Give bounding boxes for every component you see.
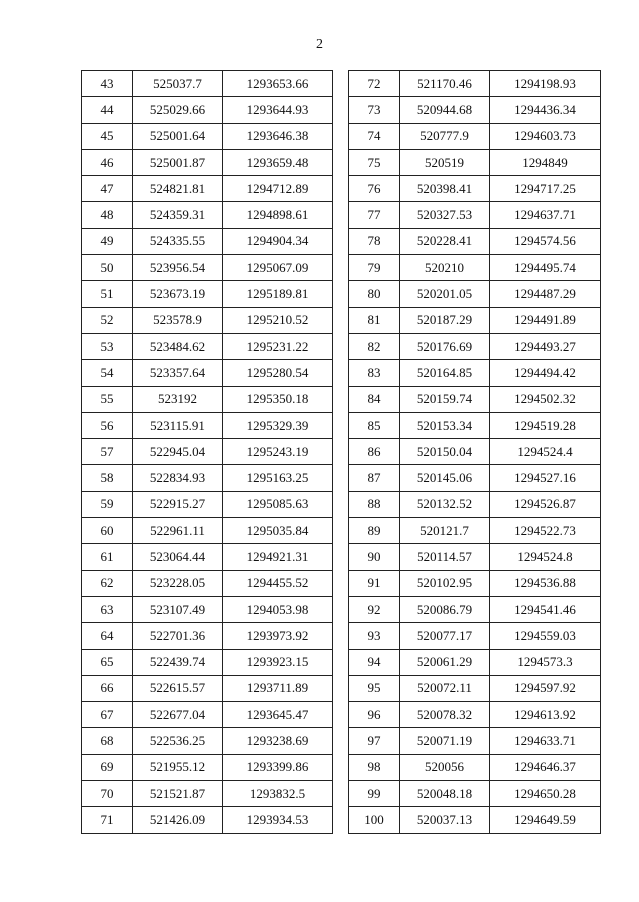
x-coordinate-cell: 520077.17 [400,623,490,649]
x-coordinate-cell: 523484.62 [133,333,223,359]
table-row [349,386,601,412]
y-coordinate-cell: 1294712.89 [223,176,333,202]
x-coordinate-cell: 525029.66 [133,97,223,123]
point-number-cell: 53 [82,333,133,359]
y-coordinate-cell: 1295350.18 [223,386,333,412]
x-coordinate-cell: 520153.34 [400,412,490,438]
table-row [349,228,601,254]
point-number-cell: 93 [349,623,400,649]
x-coordinate-cell: 520114.57 [400,544,490,570]
table-row [82,228,333,254]
x-coordinate-cell: 522677.04 [133,702,223,728]
x-coordinate-cell: 522536.25 [133,728,223,754]
y-coordinate-cell: 1294536.88 [490,570,601,596]
point-number-cell: 62 [82,570,133,596]
point-number-cell: 49 [82,228,133,254]
table-row [349,570,601,596]
x-coordinate-cell: 523357.64 [133,360,223,386]
table-row [349,702,601,728]
x-coordinate-cell: 522701.36 [133,623,223,649]
table-row [82,176,333,202]
point-number-cell: 68 [82,728,133,754]
point-number-cell: 57 [82,439,133,465]
point-number-cell: 44 [82,97,133,123]
table-row [82,544,333,570]
point-number-cell: 59 [82,491,133,517]
x-coordinate-cell: 522834.93 [133,465,223,491]
y-coordinate-cell: 1294603.73 [490,123,601,149]
x-coordinate-cell: 520121.7 [400,518,490,544]
table-row [349,675,601,701]
table-row [82,386,333,412]
y-coordinate-cell: 1294898.61 [223,202,333,228]
table-row [82,307,333,333]
point-number-cell: 96 [349,702,400,728]
x-coordinate-cell: 520150.04 [400,439,490,465]
y-coordinate-cell: 1294904.34 [223,228,333,254]
point-number-cell: 72 [349,71,400,97]
x-coordinate-cell: 520201.05 [400,281,490,307]
x-coordinate-cell: 520145.06 [400,465,490,491]
y-coordinate-cell: 1294495.74 [490,255,601,281]
table-row [349,360,601,386]
y-coordinate-cell: 1294522.73 [490,518,601,544]
table-row [349,518,601,544]
coordinate-table-left [81,70,333,834]
point-number-cell: 58 [82,465,133,491]
table-row [349,491,601,517]
y-coordinate-cell: 1293653.66 [223,71,333,97]
x-coordinate-cell: 520078.32 [400,702,490,728]
x-coordinate-cell: 520086.79 [400,596,490,622]
point-number-cell: 67 [82,702,133,728]
y-coordinate-cell: 1295067.09 [223,255,333,281]
x-coordinate-cell: 520061.29 [400,649,490,675]
y-coordinate-cell: 1293973.92 [223,623,333,649]
point-number-cell: 79 [349,255,400,281]
y-coordinate-cell: 1293399.86 [223,754,333,780]
point-number-cell: 95 [349,675,400,701]
x-coordinate-cell: 522945.04 [133,439,223,465]
coordinate-table-right [348,70,601,834]
table-row [349,149,601,175]
table-row [349,97,601,123]
table-row [82,333,333,359]
table-row [349,439,601,465]
x-coordinate-cell: 521521.87 [133,781,223,807]
point-number-cell: 43 [82,71,133,97]
table-row [82,754,333,780]
x-coordinate-cell: 523064.44 [133,544,223,570]
point-number-cell: 69 [82,754,133,780]
point-number-cell: 92 [349,596,400,622]
page-number: 2 [316,37,323,52]
point-number-cell: 78 [349,228,400,254]
point-number-cell: 77 [349,202,400,228]
y-coordinate-cell: 1294849 [490,149,601,175]
y-coordinate-cell: 1293644.93 [223,97,333,123]
point-number-cell: 60 [82,518,133,544]
point-number-cell: 75 [349,149,400,175]
table-row [82,149,333,175]
y-coordinate-cell: 1295280.54 [223,360,333,386]
y-coordinate-cell: 1294455.52 [223,570,333,596]
y-coordinate-cell: 1293659.48 [223,149,333,175]
y-coordinate-cell: 1294637.71 [490,202,601,228]
y-coordinate-cell: 1295035.84 [223,518,333,544]
y-coordinate-cell: 1295189.81 [223,281,333,307]
x-coordinate-cell: 525037.7 [133,71,223,97]
x-coordinate-cell: 520102.95 [400,570,490,596]
point-number-cell: 81 [349,307,400,333]
y-coordinate-cell: 1294198.93 [490,71,601,97]
y-coordinate-cell: 1294524.4 [490,439,601,465]
point-number-cell: 63 [82,596,133,622]
x-coordinate-cell: 522961.11 [133,518,223,544]
point-number-cell: 90 [349,544,400,570]
y-coordinate-cell: 1294559.03 [490,623,601,649]
point-number-cell: 97 [349,728,400,754]
y-coordinate-cell: 1294650.28 [490,781,601,807]
point-number-cell: 100 [349,807,400,833]
y-coordinate-cell: 1293934.53 [223,807,333,833]
table-row [82,675,333,701]
table-row [349,781,601,807]
table-row [82,412,333,438]
x-coordinate-cell: 520072.11 [400,675,490,701]
x-coordinate-cell: 520777.9 [400,123,490,149]
table-row [82,702,333,728]
table-row [82,807,333,833]
y-coordinate-cell: 1294646.37 [490,754,601,780]
x-coordinate-cell: 520048.18 [400,781,490,807]
point-number-cell: 87 [349,465,400,491]
y-coordinate-cell: 1294541.46 [490,596,601,622]
x-coordinate-cell: 520056 [400,754,490,780]
point-number-cell: 46 [82,149,133,175]
point-number-cell: 54 [82,360,133,386]
point-number-cell: 83 [349,360,400,386]
x-coordinate-cell: 523956.54 [133,255,223,281]
point-number-cell: 65 [82,649,133,675]
x-coordinate-cell: 523107.49 [133,596,223,622]
x-coordinate-cell: 520187.29 [400,307,490,333]
x-coordinate-cell: 524335.55 [133,228,223,254]
table-row [349,596,601,622]
y-coordinate-cell: 1294436.34 [490,97,601,123]
table-row [349,465,601,491]
point-number-cell: 64 [82,623,133,649]
point-number-cell: 91 [349,570,400,596]
point-number-cell: 99 [349,781,400,807]
table-row [82,281,333,307]
table-row [82,728,333,754]
point-number-cell: 94 [349,649,400,675]
x-coordinate-cell: 525001.87 [133,149,223,175]
y-coordinate-cell: 1294613.92 [490,702,601,728]
table-row [349,807,601,833]
point-number-cell: 48 [82,202,133,228]
table-row [82,570,333,596]
y-coordinate-cell: 1295163.25 [223,465,333,491]
table-row [82,360,333,386]
point-number-cell: 51 [82,281,133,307]
x-coordinate-cell: 524821.81 [133,176,223,202]
point-number-cell: 89 [349,518,400,544]
table-row [82,518,333,544]
x-coordinate-cell: 522915.27 [133,491,223,517]
x-coordinate-cell: 523673.19 [133,281,223,307]
x-coordinate-cell: 522615.57 [133,675,223,701]
table-row [82,781,333,807]
y-coordinate-cell: 1294649.59 [490,807,601,833]
y-coordinate-cell: 1295231.22 [223,333,333,359]
y-coordinate-cell: 1294494.42 [490,360,601,386]
x-coordinate-cell: 521426.09 [133,807,223,833]
x-coordinate-cell: 523115.91 [133,412,223,438]
y-coordinate-cell: 1294519.28 [490,412,601,438]
y-coordinate-cell: 1293645.47 [223,702,333,728]
point-number-cell: 52 [82,307,133,333]
point-number-cell: 84 [349,386,400,412]
point-number-cell: 85 [349,412,400,438]
x-coordinate-cell: 523228.05 [133,570,223,596]
table-row [82,97,333,123]
y-coordinate-cell: 1293832.5 [223,781,333,807]
table-row [349,649,601,675]
y-coordinate-cell: 1294573.3 [490,649,601,675]
table-row [82,623,333,649]
y-coordinate-cell: 1294597.92 [490,675,601,701]
y-coordinate-cell: 1295085.63 [223,491,333,517]
point-number-cell: 71 [82,807,133,833]
point-number-cell: 86 [349,439,400,465]
table-row [349,412,601,438]
point-number-cell: 50 [82,255,133,281]
x-coordinate-cell: 520037.13 [400,807,490,833]
table-row [82,71,333,97]
y-coordinate-cell: 1293923.15 [223,649,333,675]
y-coordinate-cell: 1294502.32 [490,386,601,412]
y-coordinate-cell: 1293646.38 [223,123,333,149]
table-row [82,202,333,228]
y-coordinate-cell: 1295210.52 [223,307,333,333]
table-row [82,649,333,675]
x-coordinate-cell: 520176.69 [400,333,490,359]
table-row [349,176,601,202]
point-number-cell: 56 [82,412,133,438]
point-number-cell: 73 [349,97,400,123]
y-coordinate-cell: 1295329.39 [223,412,333,438]
y-coordinate-cell: 1294717.25 [490,176,601,202]
point-number-cell: 61 [82,544,133,570]
x-coordinate-cell: 525001.64 [133,123,223,149]
table-row [82,491,333,517]
point-number-cell: 45 [82,123,133,149]
point-number-cell: 80 [349,281,400,307]
y-coordinate-cell: 1294527.16 [490,465,601,491]
y-coordinate-cell: 1294574.56 [490,228,601,254]
x-coordinate-cell: 522439.74 [133,649,223,675]
x-coordinate-cell: 523578.9 [133,307,223,333]
table-row [349,255,601,281]
point-number-cell: 55 [82,386,133,412]
table-row [82,123,333,149]
x-coordinate-cell: 520944.68 [400,97,490,123]
point-number-cell: 88 [349,491,400,517]
x-coordinate-cell: 520228.41 [400,228,490,254]
x-coordinate-cell: 523192 [133,386,223,412]
x-coordinate-cell: 520519 [400,149,490,175]
point-number-cell: 70 [82,781,133,807]
table-row [82,596,333,622]
x-coordinate-cell: 521955.12 [133,754,223,780]
y-coordinate-cell: 1293238.69 [223,728,333,754]
y-coordinate-cell: 1295243.19 [223,439,333,465]
table-row [349,754,601,780]
table-row [349,71,601,97]
y-coordinate-cell: 1294487.29 [490,281,601,307]
y-coordinate-cell: 1294493.27 [490,333,601,359]
table-row [82,255,333,281]
table-row [349,123,601,149]
point-number-cell: 76 [349,176,400,202]
point-number-cell: 82 [349,333,400,359]
table-row [349,623,601,649]
point-number-cell: 98 [349,754,400,780]
x-coordinate-cell: 520164.85 [400,360,490,386]
y-coordinate-cell: 1294053.98 [223,596,333,622]
y-coordinate-cell: 1294633.71 [490,728,601,754]
x-coordinate-cell: 520132.52 [400,491,490,517]
table-row [349,202,601,228]
point-number-cell: 66 [82,675,133,701]
table-row [82,439,333,465]
point-number-cell: 47 [82,176,133,202]
table-row [349,281,601,307]
y-coordinate-cell: 1293711.89 [223,675,333,701]
x-coordinate-cell: 520071.19 [400,728,490,754]
x-coordinate-cell: 524359.31 [133,202,223,228]
table-row [349,728,601,754]
x-coordinate-cell: 520210 [400,255,490,281]
y-coordinate-cell: 1294921.31 [223,544,333,570]
x-coordinate-cell: 520327.53 [400,202,490,228]
y-coordinate-cell: 1294526.87 [490,491,601,517]
y-coordinate-cell: 1294524.8 [490,544,601,570]
y-coordinate-cell: 1294491.89 [490,307,601,333]
table-row [349,307,601,333]
x-coordinate-cell: 520159.74 [400,386,490,412]
x-coordinate-cell: 521170.46 [400,71,490,97]
table-row [82,465,333,491]
point-number-cell: 74 [349,123,400,149]
x-coordinate-cell: 520398.41 [400,176,490,202]
table-row [349,544,601,570]
table-row [349,333,601,359]
